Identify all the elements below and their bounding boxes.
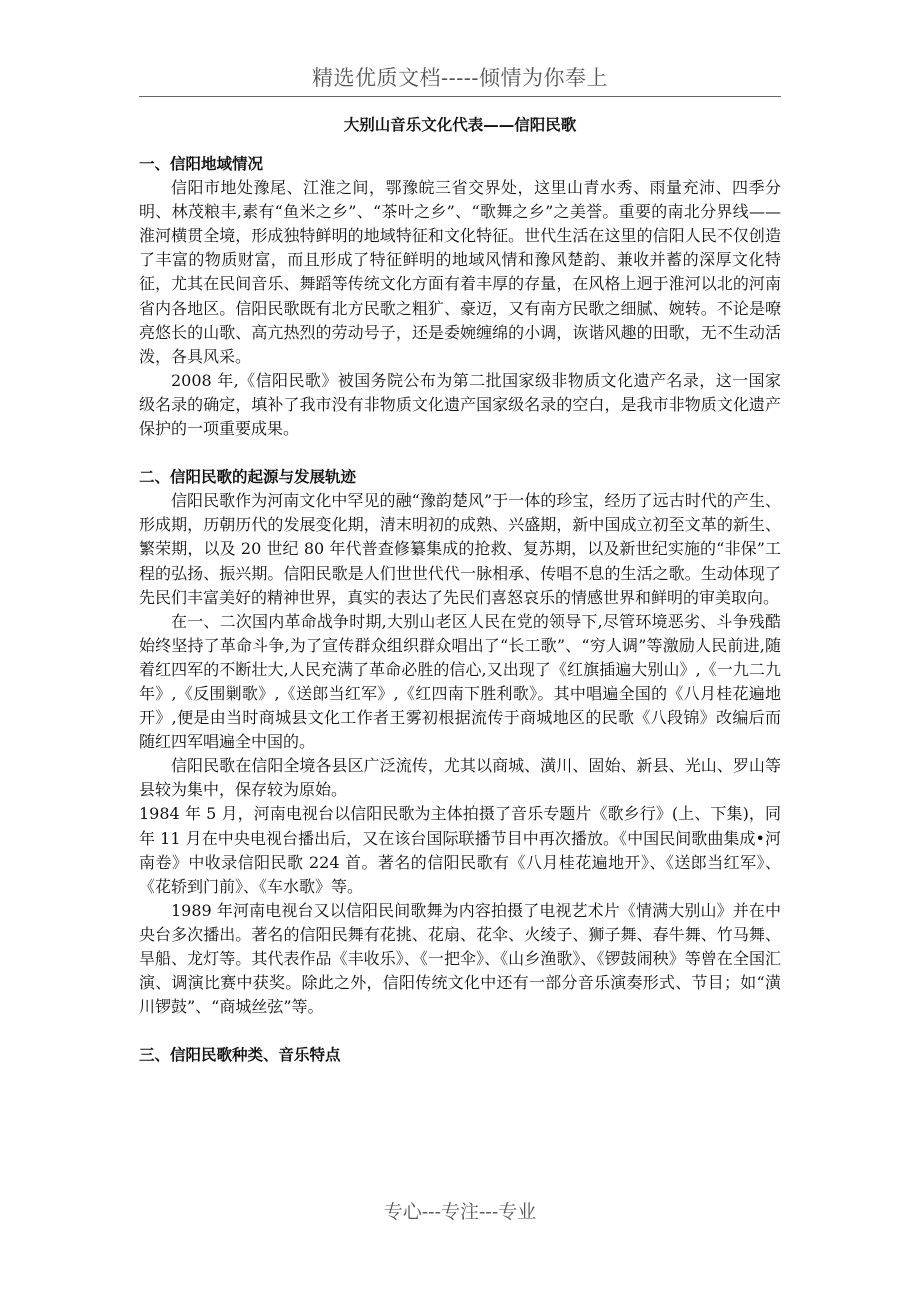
document-body <box>139 152 781 1067</box>
section-heading-2: 二、信阳民歌的起源与发展轨迹 <box>139 468 357 487</box>
paragraph: 信阳民歌在信阳全境各县区广泛流传，尤其以商城、潢川、固始、新县、光山、罗山等县较为集中，保存较为原始。 <box>139 756 781 800</box>
section-heading-3: 三、信阳民歌种类、音乐特点 <box>139 1046 341 1065</box>
section-heading-1: 一、信阳地域情况 <box>139 155 264 173</box>
paragraph: 信阳民歌作为河南文化中罕见的融“豫韵楚风”于一体的珍宝，经历了远古时代的产生、形成期，历朝历代的发展变化期，清末明初的成熟、兴盛期，新中国成立初至文革的新生、繁荣期，以及 20 世纪 80 年代普查修纂集成的抢救、复苏期，以及新世纪实施的“非保”工程的弘扬、振兴期。信阳民歌是人们世世代代一脉相承、传唱不息的生活之歌。生动体现了先民们丰富美好的精神世界，真实的表达了先民们喜怒哀乐的情感世界和鲜明的审美取向。 <box>139 491 781 607</box>
paragraph: 在一、二次国内革命战争时期,大别山老区人民在党的领导下,尽管环境恶劣、斗争残酷始终坚持了革命斗争,为了宣传群众组织群众唱出了“长工歌”、“穷人调”等激励人民前进,随着红四军的不断壮大,人民充满了革命必胜的信心,又出现了《红旗插遍大别山》,《一九二九年》,《反围剿歌》,《送郎当红军》,《红四南下胜利歌》。其中唱遍全国的《八月桂花遍地开》,便是由当时商城县文化工作者王雾初根据流传于商城地区的民歌《八段锦》改编后而随红四军唱遍全中国的。 <box>139 611 781 752</box>
paragraph: 信阳市地处豫尾、江淮之间，鄂豫皖三省交界处，这里山青水秀、雨量充沛、四季分明、林茂粮丰,素有“鱼米之乡”、“茶叶之乡”、“歌舞之乡”之美誉。重要的南北分界线——淮河横贯全境，形成独特鲜明的地域特征和文化特征。世代生活在这里的信阳人民不仅创造了丰富的物质财富，而且形成了特征鲜明的地域风情和豫风楚韵、兼收并蓄的深厚文化特征，尤其在民间音乐、舞蹈等传统文化方面有着丰厚的存量，在风格上迥于淮河以北的河南省内各地区。信阳民歌既有北方民歌之粗犷、豪迈，又有南方民歌之细腻、婉转。不论是嘹亮悠长的山歌、高亢热烈的劳动号子，还是委婉缠绵的小调，诙谐风趣的田歌，无不生动活泼，各具风采。 <box>139 178 781 366</box>
paragraph: 1984 年 5 月，河南电视台以信阳民歌为主体拍摄了音乐专题片《歌乡行》(上、下集)，同年 11 月在中央电视台播出后，又在该台国际联播节目中再次播放。《中国民间歌曲集成•河南卷》中收录信阳民歌 224 首。著名的信阳民歌有《八月桂花遍地开》、《送郎当红军》、《花轿到门前》、《车水歌》等。 <box>139 804 781 896</box>
page-footer: 专心---专注---专业 <box>383 1201 537 1223</box>
page-header: 精选优质文档-----倾情为你奉上 <box>312 66 608 90</box>
document-title: 大别山音乐文化代表——信阳民歌 <box>343 116 577 134</box>
paragraph: 2008 年,《信阳民歌》被国务院公布为第二批国家级非物质文化遗产名录，这一国家级名录的确定，填补了我市没有非物质文化遗产国家级名录的空白，是我市非物质文化遗产保护的一项重要成果。 <box>139 370 781 439</box>
paragraph: 1989 年河南电视台又以信阳民间歌舞为内容拍摄了电视艺术片《情满大别山》并在中央台多次播出。著名的信阳民舞有花挑、花扇、花伞、火绫子、狮子舞、春牛舞、竹马舞、旱船、龙灯等。其代表作品《丰收乐》、《一把伞》、《山乡渔歌》、《锣鼓闹秧》等曾在全国汇演、调演比赛中获奖。除此之外，信阳传统文化中还有一部分音乐演奏形式、节目；如“潢川锣鼓”、“商城丝弦”等。 <box>139 900 781 1017</box>
header-divider <box>139 96 781 97</box>
